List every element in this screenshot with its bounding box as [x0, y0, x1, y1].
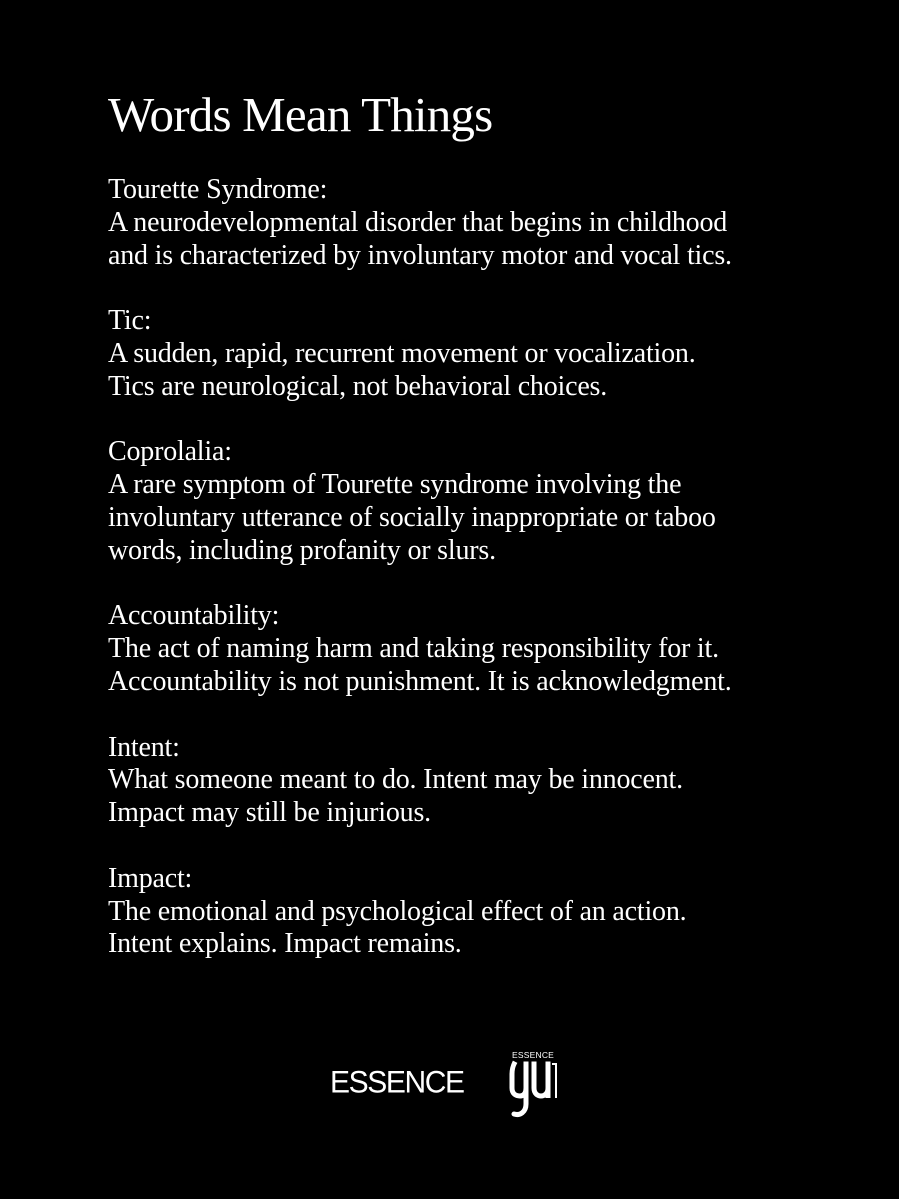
definition-term: Intent:	[108, 731, 180, 763]
definition-block	[108, 863, 868, 961]
definition-line: Impact may still be injurious.	[108, 797, 431, 829]
definition-term: Tic:	[108, 305, 152, 337]
definition-line: A neurodevelopmental disorder that begins in childhood	[108, 206, 728, 238]
definition-line: What someone meant to do. Intent may be innocent.	[108, 764, 683, 796]
definition-line: involuntary utterance of socially inappropriate or taboo	[108, 501, 716, 533]
definition-term: Tourette Syndrome:	[108, 174, 328, 205]
definition-term: Accountability:	[108, 600, 280, 632]
definition-line: Accountability is not punishment. It is acknowledgment.	[108, 665, 732, 697]
definition-line: The act of naming harm and taking responsibility for it.	[108, 633, 719, 665]
essence-logo: ESSENCE	[330, 1065, 464, 1100]
definition-line: and is characterized by involuntary motor and vocal tics.	[108, 239, 732, 271]
definition-line: Tics are neurological, not behavioral choices.	[108, 370, 608, 402]
definitions-list	[108, 174, 868, 994]
footer-logos	[330, 1050, 590, 1120]
definition-line: words, including profanity or slurs.	[108, 534, 496, 566]
definition-line: A rare symptom of Tourette syndrome involving the	[108, 469, 682, 501]
definition-line: Intent explains. Impact remains.	[108, 928, 462, 960]
definition-line: A sudden, rapid, recurrent movement or vocalization.	[108, 337, 696, 369]
page-title: Words Mean Things	[108, 87, 493, 142]
definition-block	[108, 305, 868, 403]
essence-gu-logo-icon	[508, 1060, 568, 1118]
essence-gu-logo-label: ESSENCE	[512, 1050, 555, 1060]
definition-term: Coprolalia:	[108, 436, 232, 468]
essence-gu-logo	[508, 1050, 568, 1118]
definition-line: The emotional and psychological effect of an action.	[108, 895, 687, 927]
definition-block	[108, 600, 868, 698]
definition-term: Impact:	[108, 862, 193, 894]
definition-block	[108, 732, 868, 830]
definition-block	[108, 436, 868, 567]
definition-block	[108, 174, 868, 272]
